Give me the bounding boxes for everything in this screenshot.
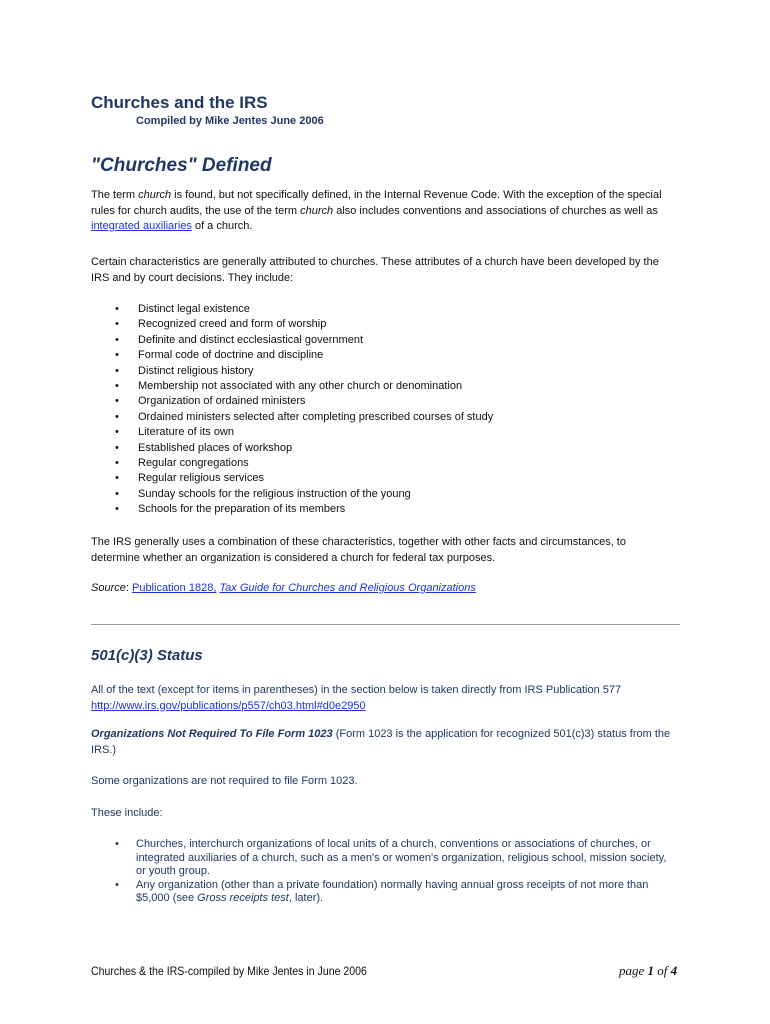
list-item: • Membership not associated with any other church or denomination	[110, 379, 493, 394]
characteristics-intro-paragraph: Certain characteristics are generally attributed to churches. These attributes of a church have been developed by the IRS and by court decisions. They include:	[91, 256, 659, 284]
list-item: • Any organization (other than a private foundation) normally having annual gross receipts of not more than $5,000 (see Gross receipts test, later).	[108, 879, 671, 906]
list-item: • Sunday schools for the religious instruction of the young	[110, 487, 493, 502]
list-item: • Distinct legal existence	[110, 302, 493, 317]
characteristics-list	[110, 302, 493, 518]
list-item: • Formal code of doctrine and discipline	[110, 348, 493, 363]
page-number: page 1 of 4	[619, 963, 678, 978]
list-item: • Established places of workshop	[110, 441, 493, 456]
list-item: • Ordained ministers selected after completing prescribed courses of study	[110, 410, 493, 425]
list-item: • Organization of ordained ministers	[110, 394, 493, 409]
footer-credit: Churches & the IRS-compiled by Mike Jentes in June 2006	[91, 964, 367, 978]
list-item: • Recognized creed and form of worship	[110, 317, 493, 332]
publication-1828-link[interactable]: Publication 1828,	[131, 582, 217, 594]
tax-guide-link[interactable]: Tax Guide for Churches and Religious Organizations	[219, 582, 476, 594]
list-item: • Churches, interchurch organizations of local units of a church, conventions or associations of churches, or integrated auxiliaries of a church, such as a men's or women's organization, religious school, mission society, or youth group.	[108, 838, 671, 879]
not-required-heading: Organizations Not Required To File Form 1023	[91, 728, 333, 740]
document-title: Churches and the IRS	[91, 93, 268, 112]
list-item: • Definite and distinct ecclesiastical government	[110, 333, 493, 348]
list-item: • Regular congregations	[110, 456, 493, 471]
churches-defined-heading: "Churches" Defined	[91, 155, 272, 176]
conclusion-paragraph: The IRS generally uses a combination of these characteristics, together with other facts and circumstances, to determine whether an organization is considered a church for federal tax purposes.	[91, 536, 626, 564]
section-divider	[91, 624, 680, 625]
publication-577-intro: All of the text (except for items in parentheses) in the section below is taken directly from IRS Publication 577 http://www.irs.gov/publications/p557/ch03.html#d0e2950	[91, 684, 622, 712]
list-item: • Schools for the preparation of its members	[110, 502, 493, 517]
church-term-paragraph: The term church is found, but not specifically defined, in the Internal Revenue Code. With the exception of the special rules for church audits, the use of the term church also includes conventions and associations of churches as well as integrated auxiliaries of a church.	[91, 189, 662, 232]
list-item: • Literature of its own	[110, 425, 493, 440]
some-orgs-paragraph: Some organizations are not required to file Form 1023.	[91, 775, 358, 787]
list-item: • Distinct religious history	[110, 364, 493, 379]
list-item: • Regular religious services	[110, 471, 493, 486]
compiled-by-line: Compiled by Mike Jentes June 2006	[136, 115, 324, 127]
integrated-auxiliaries-link[interactable]: integrated auxiliaries	[91, 220, 192, 232]
exempt-organizations-list	[108, 838, 671, 906]
irs-publication-url-link[interactable]: http://www.irs.gov/publications/p557/ch03.html#d0e2950	[91, 699, 366, 712]
501c3-status-heading: 501(c)(3) Status	[91, 647, 203, 664]
form-1023-paragraph: Organizations Not Required To File Form 1023 (Form 1023 is the application for recognized 501(c)3) status from the IRS.)	[91, 728, 671, 756]
source-line: Source: Publication 1828, Tax Guide for Churches and Religious Organizations	[91, 582, 476, 594]
these-include-paragraph: These include:	[91, 807, 163, 819]
